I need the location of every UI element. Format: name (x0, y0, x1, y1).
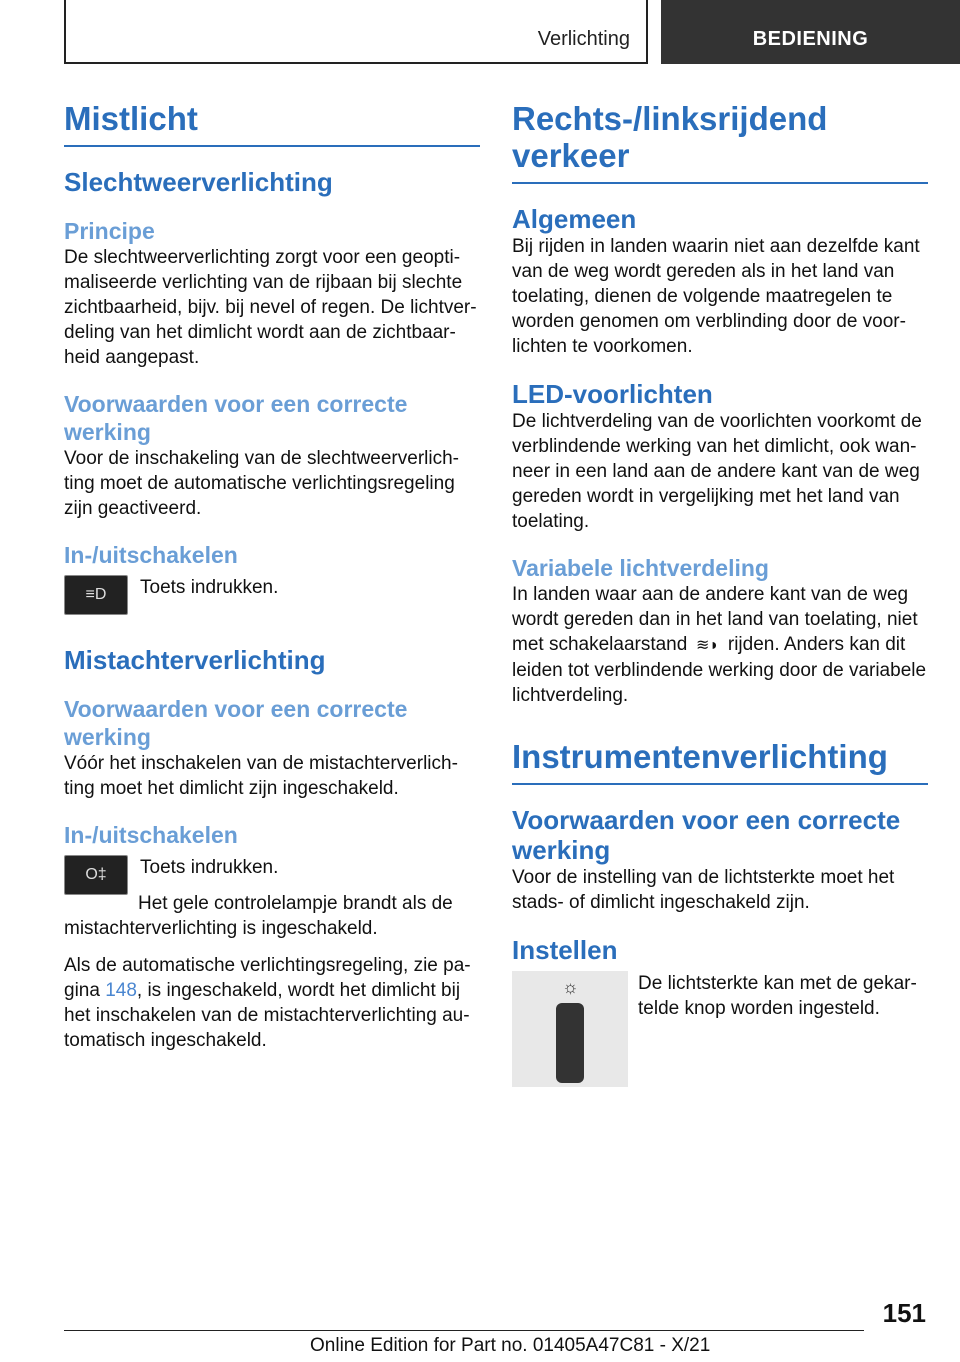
paragraph-controlelampje: Het gele controlelampje brandt als de mistachterverlichting is ingeschakeld. (64, 893, 453, 939)
heading-voorwaarden-2: Voorwaarden voor een correcte werking (64, 696, 408, 750)
paragraph-voorwaarden-2: Vóór het inschakelen van de mistachterverlich-ting moet het dimlicht zijn ingeschakeld. (64, 753, 458, 799)
heading-variabele: Variabele lichtverdeling (512, 555, 769, 581)
heading-instrumenten: Instrumentenverlichting (512, 738, 928, 785)
fog-light-button-icon: ≡D (64, 575, 128, 615)
auto-light-icon: ≋◗ (696, 637, 720, 654)
paragraph-principe: De slechtweerverlichting zorgt voor een geopti-maliseerde verlichting van de rijbaan bij slechte zichtbaarheid, bijv. bij nevel of regen. De lichtver-deling van het dimlicht wordt aan de zichtbaar-heid aangepast. (64, 247, 477, 368)
paragraph-auto: Als de automatische verlichtingsregeling, zie pa-gina 148, is ingeschakeld, wordt het dimlicht bij het inschakelen van de mistachterverlichting au-tomatisch ingeschakeld. (64, 955, 471, 1051)
heading-rechts-links: Rechts-/linksrijdend verkeer (512, 100, 928, 184)
paragraph-toets-1: Toets indrukken. (140, 577, 279, 598)
paragraph-voorwaarden-3: Voor de instelling van de lichtsterkte moet het stads- of dimlicht ingeschakeld zijn. (512, 867, 895, 913)
paragraph-algemeen: Bij rijden in landen waarin niet aan dezelfde kant van de weg wordt gereden als in het land van toelating, dienen de volgende maatregelen te worden genomen om verblinding door de voor-lichten te voorkomen. (512, 236, 920, 357)
rear-fog-button-icon: O‡ (64, 855, 128, 895)
right-column (512, 100, 928, 1087)
heading-inuit-1: In-/uitschakelen (64, 542, 238, 568)
page-link-148[interactable]: 148 (105, 980, 137, 1001)
heading-mistlicht: Mistlicht (64, 100, 480, 147)
page-number: 151 (882, 1298, 926, 1328)
heading-principe: Principe (64, 218, 155, 244)
paragraph-variabele: In landen waar aan de andere kant van de weg wordt gereden dan in het land van toelating, niet met schakelaarstand ≋◗ rijden. Anders kan dit leiden tot verblindende werking door de variabele lichtverdeling. (512, 584, 927, 706)
heading-slechtweer: Slechtweerverlichting (64, 167, 333, 197)
heading-mistachter: Mistachterverlichting (64, 645, 326, 675)
heading-instellen: Instellen (512, 935, 618, 965)
footer-edition: Online Edition for Part no. 01405A47C81 - X/21 (310, 1335, 711, 1356)
paragraph-toets-2: Toets indrukken. (140, 857, 279, 878)
paragraph-led: De lichtverdeling van de voorlichten voorkomt de verblindende werking van het dimlicht, ook wan-neer in een land aan de andere kant van de weg gereden wordt in vergelijking met het land van toelating. (512, 411, 922, 532)
heading-led: LED-voorlichten (512, 379, 713, 409)
heading-inuit-2: In-/uitschakelen (64, 822, 238, 848)
header-section: Verlichting (537, 28, 630, 50)
heading-voorwaarden-1: Voorwaarden voor een correcte werking (64, 391, 408, 445)
paragraph-voorwaarden-1: Voor de inschakeling van de slechtweerverlich-ting moet de automatische verlichtingsregeling zijn geactiveerd. (64, 448, 459, 519)
footer-divider (64, 1330, 864, 1331)
dimmer-wheel-icon: ☼ (512, 971, 628, 1087)
heading-algemeen: Algemeen (512, 204, 637, 234)
header-chapter: BEDIENING (661, 0, 960, 64)
paragraph-instellen: De lichtsterkte kan met de gekar-telde knop worden ingesteld. (638, 973, 917, 1019)
left-column (64, 100, 480, 1053)
heading-voorwaarden-3: Voorwaarden voor een correcte werking (512, 805, 901, 865)
